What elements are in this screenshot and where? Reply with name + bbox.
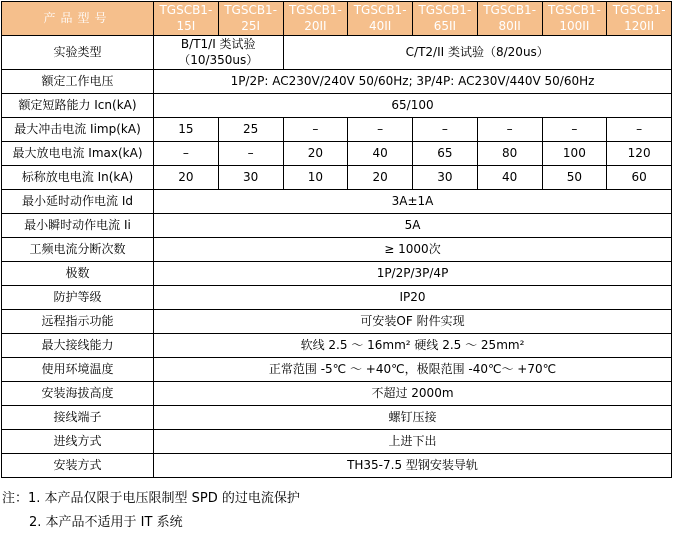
model-column-header: TGSCB1-25I: [218, 2, 283, 36]
model-column-header: TGSCB1-65II: [413, 2, 478, 36]
spec-value-cell: 正常范围 -5℃ ～ +40℃，极限范围 -40℃～ +70℃: [154, 358, 672, 382]
model-column-header: TGSCB1-40II: [348, 2, 413, 36]
spec-value-cell: 1P/2P/3P/4P: [154, 262, 672, 286]
product-spec-table: [1, 1, 672, 478]
spec-row: [2, 430, 672, 454]
spec-row: [2, 382, 672, 406]
spec-value-cell: 100: [542, 142, 607, 166]
model-column-header: TGSCB1-120II: [607, 2, 672, 36]
spec-row: [2, 310, 672, 334]
spec-row-label: 最小延时动作电流 Id: [2, 190, 154, 214]
spec-row-label: 额定工作电压: [2, 70, 154, 94]
model-column-header: TGSCB1-100II: [542, 2, 607, 36]
spec-value-cell: 30: [218, 166, 283, 190]
spec-row: [2, 142, 672, 166]
spec-value-cell: 1P/2P: AC230V/240V 50/60Hz; 3P/4P: AC230V/440V 50/60Hz: [154, 70, 672, 94]
spec-row-label: 防护等级: [2, 286, 154, 310]
spec-value-cell: –: [477, 118, 542, 142]
product-model-header-label: 产品型号: [2, 2, 154, 36]
spec-row-label: 实验类型: [2, 36, 154, 70]
spec-value-cell: –: [607, 118, 672, 142]
spec-row-label: 标称放电电流 In(kA): [2, 166, 154, 190]
spec-row-label: 进线方式: [2, 430, 154, 454]
spec-value-cell: TH35-7.5 型钢安装导轨: [154, 454, 672, 478]
spec-row-label: 极数: [2, 262, 154, 286]
spec-value-cell: 60: [607, 166, 672, 190]
spec-value-cell: 螺钉压接: [154, 406, 672, 430]
spec-row-label: 接线端子: [2, 406, 154, 430]
spec-value-cell: –: [154, 142, 219, 166]
spec-value-cell: IP20: [154, 286, 672, 310]
spec-row: [2, 166, 672, 190]
spec-value-cell: 上进下出: [154, 430, 672, 454]
spec-value-cell: –: [283, 118, 348, 142]
spec-row: [2, 94, 672, 118]
spec-value-cell: 65/100: [154, 94, 672, 118]
spec-row-label: 最小瞬时动作电流 Ii: [2, 214, 154, 238]
spec-value-cell: 20: [283, 142, 348, 166]
spec-row-label: 最大接线能力: [2, 334, 154, 358]
spec-row: [2, 238, 672, 262]
spec-row: [2, 286, 672, 310]
spec-value-cell: 3A±1A: [154, 190, 672, 214]
spec-value-cell: B/T1/I 类试验（10/350us）: [154, 36, 284, 70]
spec-value-cell: 可安装OF 附件实现: [154, 310, 672, 334]
spec-row-label: 使用环境温度: [2, 358, 154, 382]
spec-value-cell: 20: [348, 166, 413, 190]
footnote-line-1: [2, 487, 673, 510]
spec-value-cell: –: [218, 142, 283, 166]
footnotes: [2, 487, 673, 533]
spec-row: [2, 454, 672, 478]
spec-row-label: 额定短路能力 Icn(kA): [2, 94, 154, 118]
spec-value-cell: 120: [607, 142, 672, 166]
spec-row: [2, 36, 672, 70]
table-header-row: [2, 2, 672, 36]
spec-value-cell: 5A: [154, 214, 672, 238]
spec-value-cell: 软线 2.5 ～ 16mm² 硬线 2.5 ～ 25mm²: [154, 334, 672, 358]
spec-row-label: 安装方式: [2, 454, 154, 478]
spec-value-cell: 25: [218, 118, 283, 142]
spec-value-cell: C/T2/II 类试验（8/20us）: [283, 36, 672, 70]
spec-value-cell: 40: [477, 166, 542, 190]
spec-value-cell: 50: [542, 166, 607, 190]
model-column-header: TGSCB1-20II: [283, 2, 348, 36]
spec-value-cell: 20: [154, 166, 219, 190]
spec-value-cell: 15: [154, 118, 219, 142]
spec-value-cell: 65: [413, 142, 478, 166]
spec-row: [2, 334, 672, 358]
spec-row: [2, 358, 672, 382]
spec-row-label: 工频电流分断次数: [2, 238, 154, 262]
footnote-line-2: [2, 511, 673, 533]
footnote-2-text: 2. 本产品不适用于 IT 系统: [29, 514, 183, 530]
spec-value-cell: ≥ 1000次: [154, 238, 672, 262]
spec-row: [2, 406, 672, 430]
spec-row: [2, 190, 672, 214]
spec-row: [2, 262, 672, 286]
footnote-label: 注：: [2, 491, 29, 507]
spec-value-cell: –: [413, 118, 478, 142]
spec-row: [2, 118, 672, 142]
model-column-header: TGSCB1-80II: [477, 2, 542, 36]
spec-value-cell: 10: [283, 166, 348, 190]
footnote-1-text: 1. 本产品仅限于电压限制型 SPD 的过电流保护: [28, 491, 300, 507]
spec-row-label: 安装海拔高度: [2, 382, 154, 406]
spec-row-label: 最大放电电流 Imax(kA): [2, 142, 154, 166]
spec-value-cell: 30: [413, 166, 478, 190]
spec-value-cell: 80: [477, 142, 542, 166]
spec-value-cell: 40: [348, 142, 413, 166]
spec-value-cell: –: [542, 118, 607, 142]
model-column-header: TGSCB1-15I: [154, 2, 219, 36]
spec-row: [2, 214, 672, 238]
spec-row: [2, 70, 672, 94]
spec-row-label: 远程指示功能: [2, 310, 154, 334]
spec-value-cell: –: [348, 118, 413, 142]
spec-row-label: 最大冲击电流 Iimp(kA): [2, 118, 154, 142]
spec-value-cell: 不超过 2000m: [154, 382, 672, 406]
